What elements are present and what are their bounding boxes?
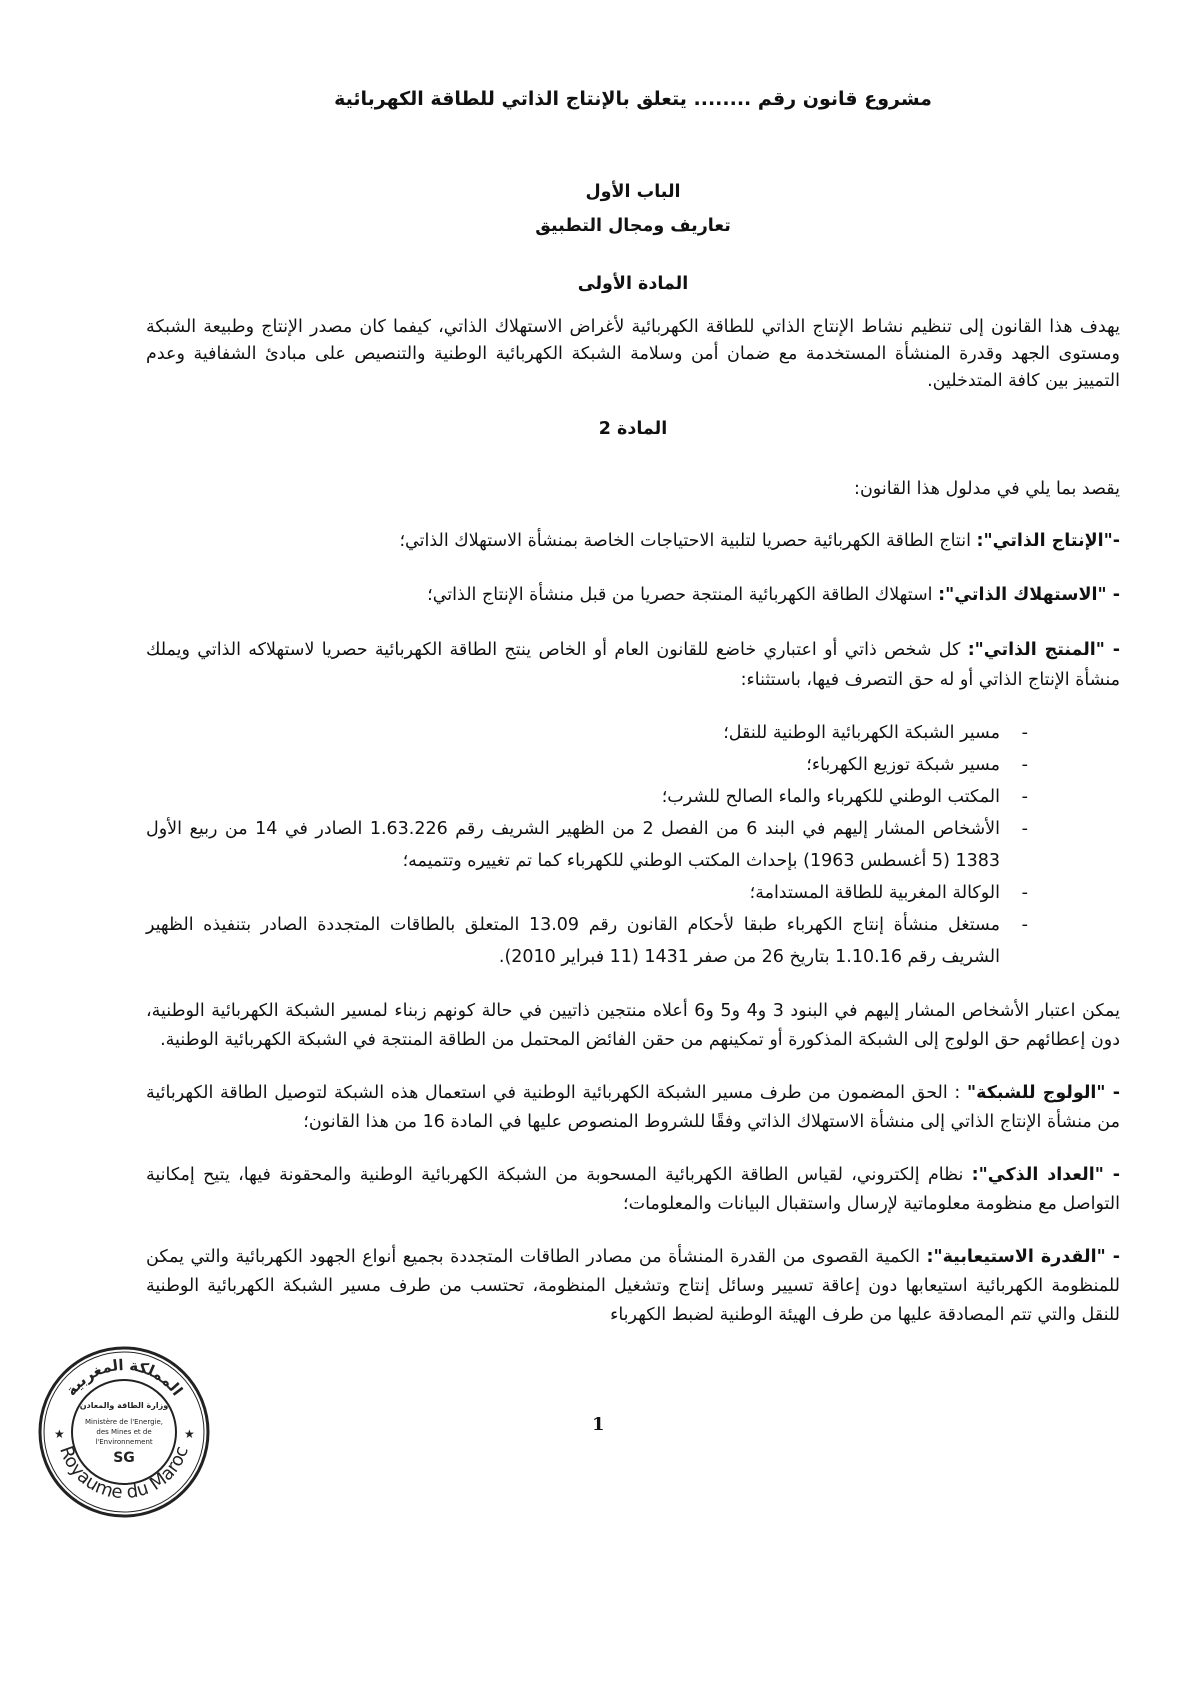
svg-text:Ministère de l'Energie,: Ministère de l'Energie, [84,1418,164,1426]
exceptions-list [146,717,1120,973]
definition-smart-meter [146,1161,1120,1219]
list-item: - الأشخاص المشار إليهم في البند 6 من الفصل 2 من الظهير الشريف رقم 1.63.226 الصادر في 14 من ربيع الأول 1383 (5 أغسطس 1963) بإحداث المكتب الوطني للكهرباء كما تم تغييره وتتميمه؛ [146,819,1028,871]
svg-text:وزارة الطاقة والمعادن: وزارة الطاقة والمعادن [79,1401,169,1410]
definition-text: استهلاك الطاقة الكهربائية المنتجة حصريا من قبل منشأة الإنتاج الذاتي؛ [427,585,939,605]
definition-text: الكمية القصوى من القدرة المنشأة من مصادر الطاقات المتجددة بجميع أنواع الجهود الكهربائية والتي يمكن للمنظومة الكهربائية استيعابها دون إعاقة تسيير وسائل إنتاج وتشغيل المنظومة، تحتسب من طرف مسير الشبكة الكهربائية الوطنية للنقل والتي تتم المصادقة عليها من طرف الهيئة الوطنية لضبط الكهرباء [146,1247,1120,1325]
list-item-text: مستغل منشأة إنتاج الكهرباء طبقا لأحكام القانون رقم 13.09 المتعلق بالطاقات المتجددة الصادر بتنفيذه الظهير الشريف رقم 1.10.16 بتاريخ 26 من صفر 1431 (11 فبراير 2010). [146,915,1001,967]
list-item: - المكتب الوطني للكهرباء والماء الصالح للشرب؛ [661,787,1028,807]
list-item-text: المكتب الوطني للكهرباء والماء الصالح للشرب؛ [661,787,1000,807]
definition-self-producer [146,635,1120,695]
exceptions-note: يمكن اعتبار الأشخاص المشار إليهم في البنود 3 و4 و5 و6 أعلاه منتجين ذاتيين في حالة كونهم زبناء لمسير الشبكة الكهربائية الوطنية، دون إعطائهم حق الولوج إلى الشبكة المذكورة أو تمكينهم من حقن الفائض المحتمل من الطاقة المنتجة في الشبكة الكهربائية الوطنية. [146,1001,1121,1050]
page-footer [54,1344,1120,1534]
definition-term: -"الإنتاج الذاتي": [976,531,1120,551]
document-page [54,0,1121,1534]
svg-text:المملكة المغربية: المملكة المغربية [61,1355,187,1400]
definition-term: - "الولوج للشبكة" [966,1083,1120,1103]
svg-text:Royaume du Maroc: Royaume du Maroc [55,1443,193,1504]
list-item-text: الأشخاص المشار إليهم في البند 6 من الفصل 2 من الظهير الشريف رقم 1.63.226 الصادر في 14 من ربيع الأول 1383 (5 أغسطس 1963) بإحداث المكتب الوطني للكهرباء كما تم تغييره وتتميمه؛ [146,819,1000,871]
list-item-text: مسير الشبكة الكهربائية الوطنية للنقل؛ [723,723,1000,743]
definition-capacity [146,1243,1120,1330]
article-2-heading: المادة 2 [598,419,668,439]
definition-term: - "القدرة الاستيعابية": [926,1247,1120,1267]
definition-text: نظام إلكتروني، لقياس الطاقة الكهربائية المسحوبة من الشبكة الكهربائية الوطنية والمحقونة فيها، يتيح إمكانية التواصل مع منظومة معلوماتية لإرسال واستقبال البيانات والمعلومات؛ [146,1165,1120,1214]
list-item: - مسير شبكة توزيع الكهرباء؛ [806,755,1028,775]
official-stamp [36,1344,212,1520]
svg-text:★: ★ [54,1427,65,1441]
definition-text: : الحق المضمون من طرف مسير الشبكة الكهربائية الوطنية في استعمال هذه الشبكة لتوصيل الطاقة الكهربائية من منشأة الإنتاج الذاتي إلى منشأة الاستهلاك الذاتي وفقًا للشروط المنصوص عليها في المادة 16 من هذا القانون؛ [146,1083,1120,1132]
list-item: - مسير الشبكة الكهربائية الوطنية للنقل؛ [723,723,1028,743]
list-item-text: مسير شبكة توزيع الكهرباء؛ [806,755,1000,775]
list-item: - الوكالة المغربية للطاقة المستدامة؛ [749,883,1028,903]
definition-term: - "المنتج الذاتي": [967,640,1120,660]
definition-term: - "العداد الذكي": [971,1165,1120,1185]
chapter-heading: الباب الأول [585,182,681,202]
definition-network-access [146,1079,1120,1137]
definition-text: كل شخص ذاتي أو اعتباري خاضع للقانون العام أو الخاص ينتج الطاقة الكهربائية حصريا لاستهلاكه الذاتي ويملك منشأة الإنتاج الذاتي أو له حق التصرف فيها، باستثناء: [146,640,1120,690]
article-2-intro: يقصد بما يلي في مدلول هذا القانون: [854,479,1120,499]
chapter-title: تعاريف ومجال التطبيق [535,216,731,236]
article-1-text: يهدف هذا القانون إلى تنظيم نشاط الإنتاج الذاتي للطاقة الكهربائية لأغراض الاستهلاك الذاتي، كيفما كان مصدر الإنتاج وطبيعة الشبكة ومستوى الجهد وقدرة المنشأة المستخدمة مع ضمان أمن وسلامة الشبكة الكهربائية الوطنية والتنصيص على مبادئ الشفافية وعدم التمييز بين كافة المتدخلين. [146,317,1120,391]
svg-text:l'Environnement: l'Environnement [95,1438,153,1446]
svg-text:★: ★ [184,1427,195,1441]
list-item-text: الوكالة المغربية للطاقة المستدامة؛ [749,883,1000,903]
article-1-heading: المادة الأولى [577,274,689,294]
svg-text:SG: SG [113,1450,135,1466]
page-number: 1 [592,1414,605,1435]
list-item: - مستغل منشأة إنتاج الكهرباء طبقا لأحكام القانون رقم 13.09 المتعلق بالطاقات المتجددة الصادر بتنفيذه الظهير الشريف رقم 1.10.16 بتاريخ 26 من صفر 1431 (11 فبراير 2010). [146,915,1028,967]
definition-self-production [146,527,1120,555]
document-title: مشروع قانون رقم ........ يتعلق بالإنتاج الذاتي للطاقة الكهربائية [334,88,932,110]
definition-text: انتاج الطاقة الكهربائية حصريا لتلبية الاحتياجات الخاصة بمنشأة الاستهلاك الذاتي؛ [399,531,977,551]
definition-self-consumption [146,581,1120,609]
definition-term: - "الاستهلاك الذاتي": [938,585,1120,605]
svg-text:des Mines et de: des Mines et de [96,1428,152,1436]
